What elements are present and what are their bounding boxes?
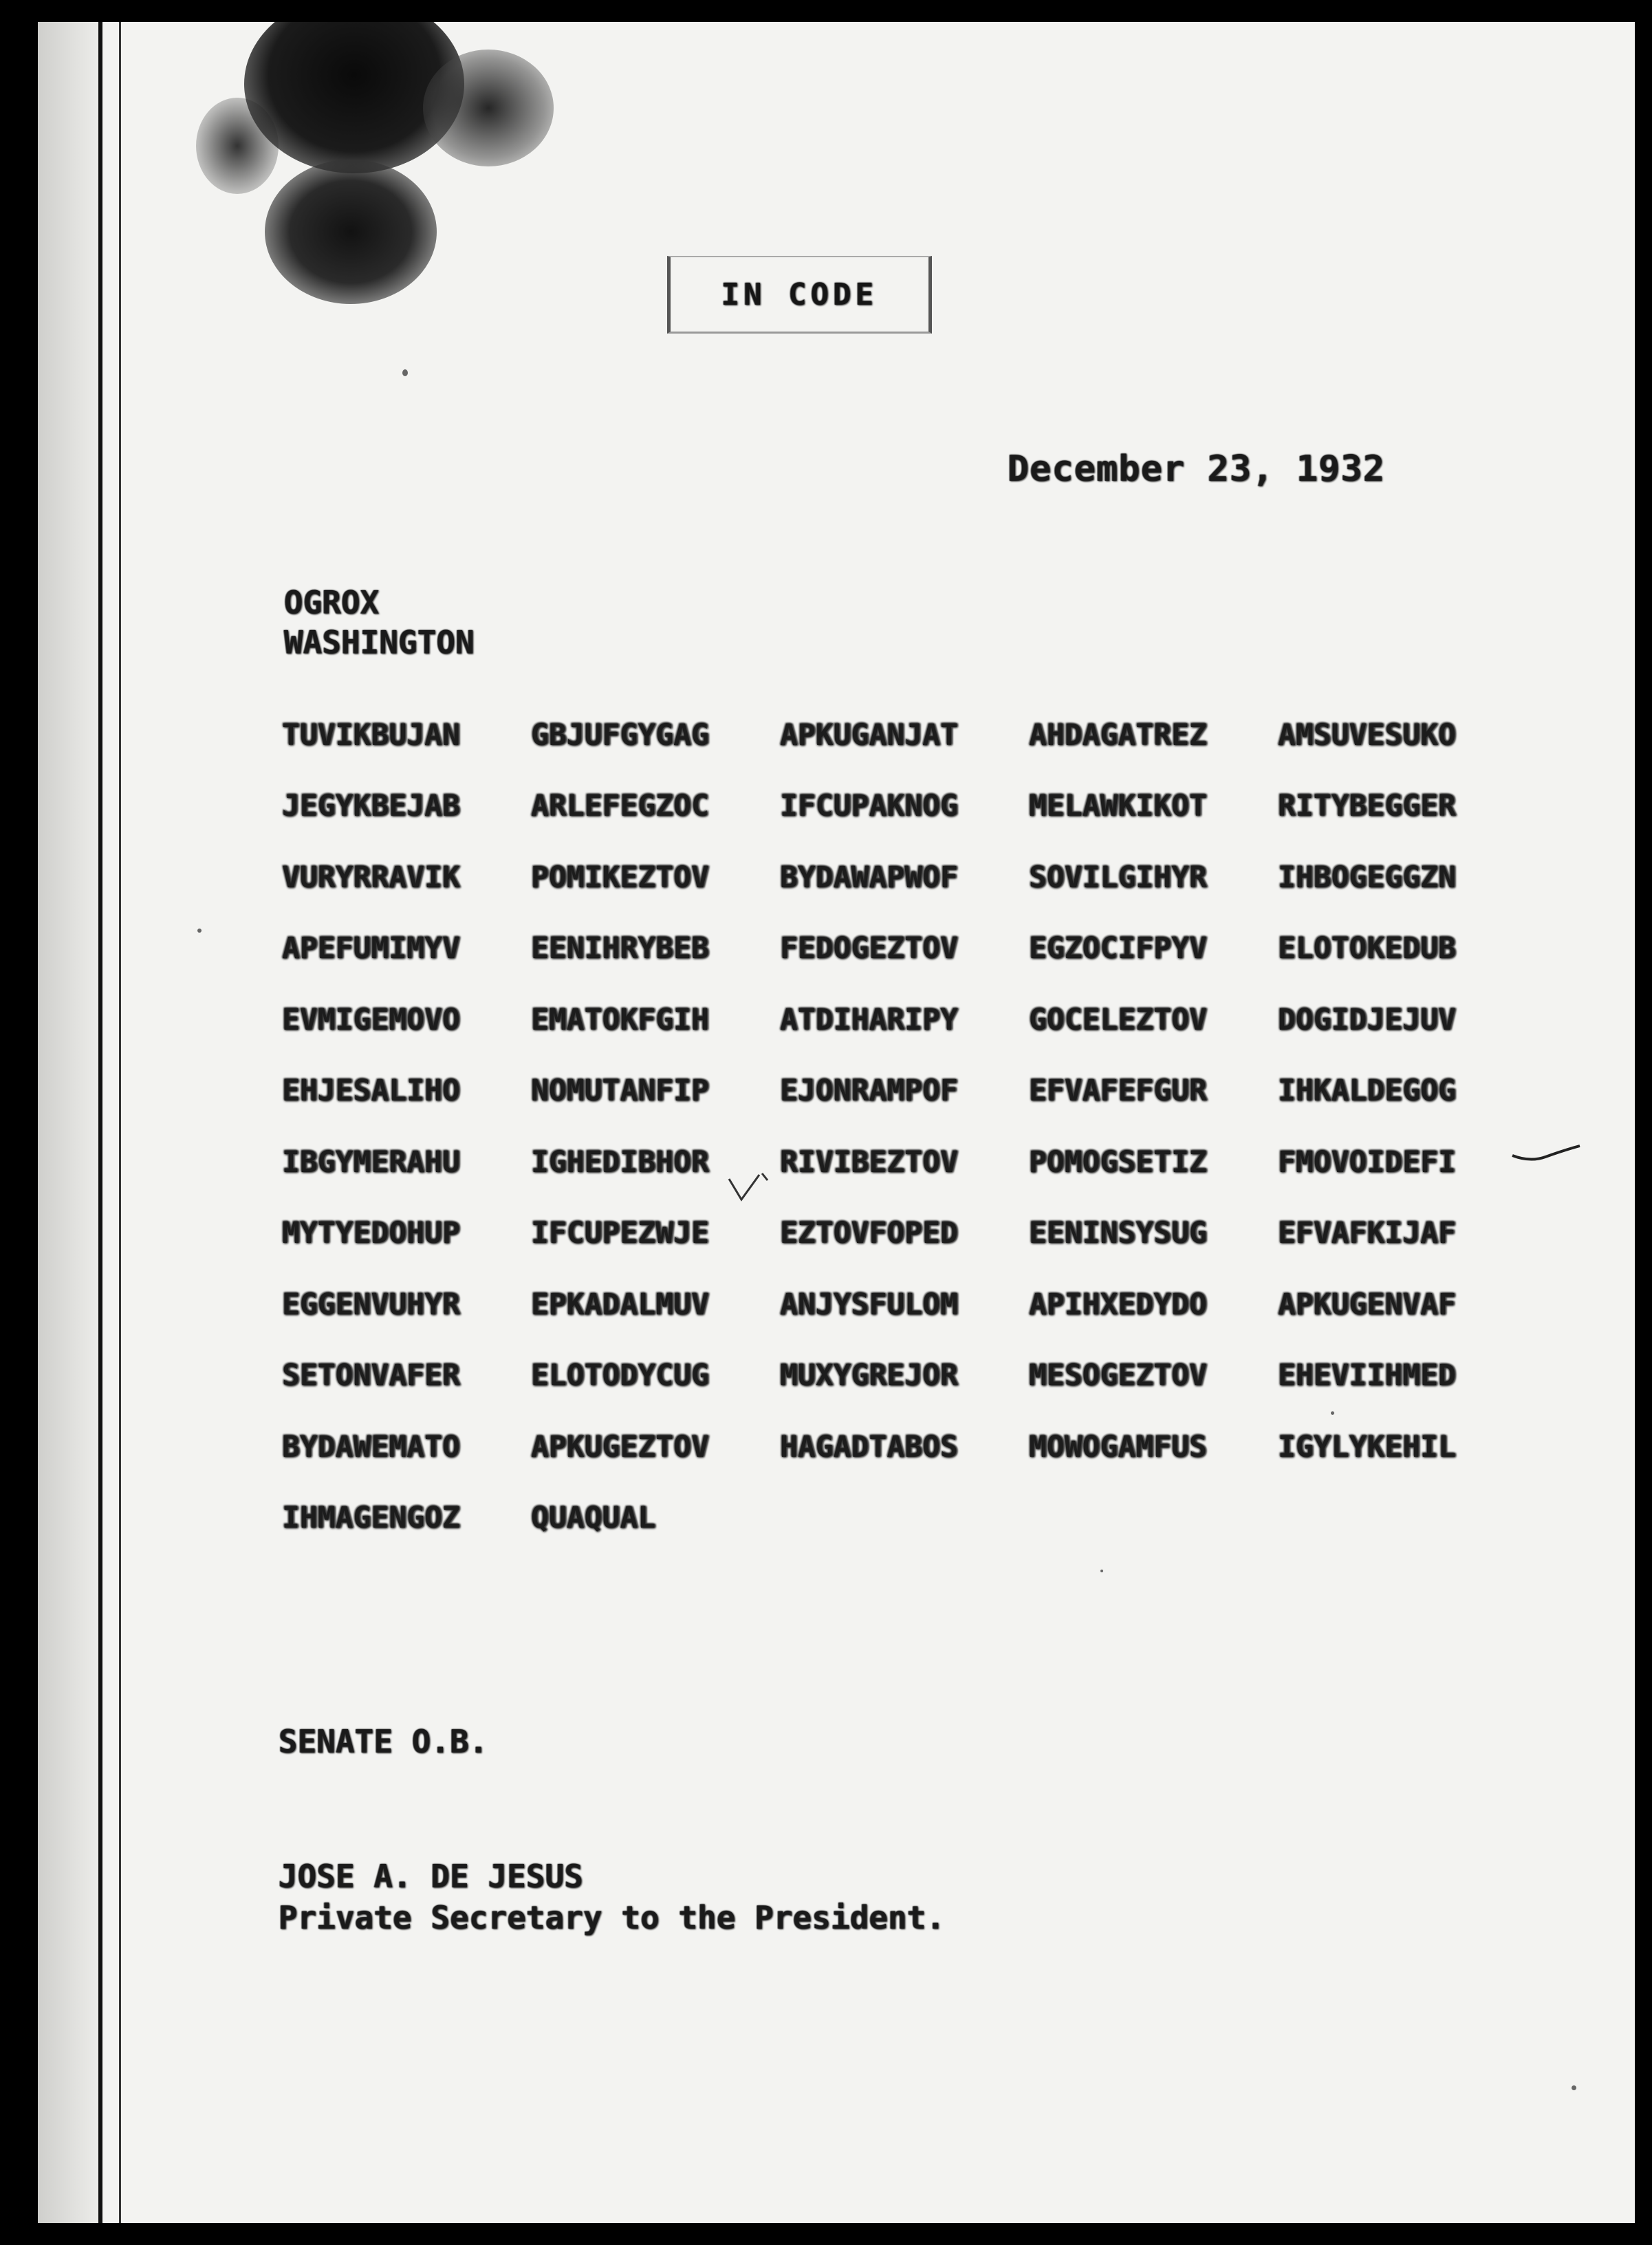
cipher-group: EENINSYSUG — [1029, 1216, 1207, 1251]
addressee-line: OGROX — [284, 584, 380, 621]
cipher-group: ANJYSFULOM — [780, 1287, 958, 1322]
cipher-group: VURYRRAVIK — [282, 860, 460, 895]
cipher-group: ELOTODYCUG — [531, 1358, 709, 1393]
cipher-group: APEFUMIMYV — [282, 931, 460, 966]
cipher-group: GOCELEZTOV — [1029, 1002, 1207, 1037]
cipher-group: EJONRAMPOF — [780, 1074, 958, 1109]
cipher-row — [282, 1341, 1534, 1412]
cipher-group: QUAQUAL — [531, 1501, 656, 1536]
cipher-row — [282, 842, 1534, 913]
cipher-group: POMIKEZTOV — [531, 860, 709, 895]
cipher-group: IBGYMERAHU — [282, 1145, 460, 1180]
cipher-group: AMSUVESUKO — [1278, 717, 1456, 752]
cipher-group: EHJESALIHO — [282, 1074, 460, 1109]
cipher-group: DOGIDJEJUV — [1278, 1002, 1456, 1037]
cipher-row — [282, 699, 1534, 771]
cipher-group: IFCUPAKNOG — [780, 789, 958, 824]
binding-shadow — [38, 22, 98, 2223]
cipher-group: IGHEDIBHOR — [531, 1145, 709, 1180]
cipher-group: BYDAWEMATO — [282, 1429, 460, 1464]
paper-speck — [402, 369, 408, 376]
document-paper — [38, 22, 1635, 2223]
cipher-group: NOMUTANFIP — [531, 1074, 709, 1109]
pen-check-mark — [1510, 1142, 1582, 1167]
cipher-row — [282, 1056, 1534, 1127]
cipher-group: EVMIGEMOVO — [282, 1002, 460, 1037]
binding-edge-line-inner — [119, 22, 121, 2223]
cipher-group: EENIHRYBEB — [531, 931, 709, 966]
cipher-group: APKUGEZTOV — [531, 1429, 709, 1464]
cipher-group: RITYBEGGER — [1278, 789, 1456, 824]
cipher-group: AHDAGATREZ — [1029, 717, 1207, 752]
ink-blot — [423, 50, 554, 166]
cipher-group: EFVAFKIJAF — [1278, 1216, 1456, 1251]
ink-blot — [265, 160, 437, 304]
cipher-group: ELOTOKEDUB — [1278, 931, 1456, 966]
signature-gap — [279, 1762, 945, 1856]
cipher-group: EZTOVFOPED — [780, 1216, 958, 1251]
stamp-label: IN CODE — [721, 276, 878, 312]
cipher-group: ATDIHARIPY — [780, 1002, 958, 1037]
cipher-row — [282, 771, 1534, 843]
cipher-group: MUXYGREJOR — [780, 1358, 958, 1393]
cipher-group: POMOGSETIZ — [1029, 1145, 1207, 1180]
cipher-group: APKUGENVAF — [1278, 1287, 1456, 1322]
cipher-group: MOWOGAMFUS — [1029, 1429, 1207, 1464]
cipher-group: ARLEFEGZOC — [531, 789, 709, 824]
paper-speck — [1331, 1411, 1334, 1415]
pen-tick-mark — [726, 1172, 774, 1204]
document-date: December 23, 1932 — [1008, 448, 1386, 490]
cipher-group: SETONVAFER — [282, 1358, 460, 1393]
cipher-row — [282, 1198, 1534, 1270]
cipher-groups — [282, 699, 1534, 1554]
cipher-group: IHBOGEGGZN — [1278, 860, 1456, 895]
cipher-row — [282, 1127, 1534, 1198]
cipher-row — [282, 1269, 1534, 1341]
addressee-line: WASHINGTON — [284, 624, 475, 661]
paper-speck — [1100, 1570, 1103, 1572]
cipher-group: EMATOKFGIH — [531, 1002, 709, 1037]
signer-name: JOSE A. DE JESUS — [279, 1858, 584, 1895]
cipher-row — [282, 1411, 1534, 1483]
cipher-group: IHKALDEGOG — [1278, 1074, 1456, 1109]
in-code-stamp — [667, 256, 932, 334]
paper-speck — [1572, 2085, 1576, 2090]
cipher-group: EGZOCIFPYV — [1029, 931, 1207, 966]
cipher-row — [282, 1483, 1534, 1554]
cipher-group: IGYLYKEHIL — [1278, 1429, 1456, 1464]
closing-line: SENATE O.B. — [279, 1723, 488, 1760]
cipher-group: BYDAWAPWOF — [780, 860, 958, 895]
cipher-group: SOVILGIHYR — [1029, 860, 1207, 895]
cipher-group: RIVIBEZTOV — [780, 1145, 958, 1180]
cipher-group: HAGADTABOS — [780, 1429, 958, 1464]
cipher-group: FEDOGEZTOV — [780, 931, 958, 966]
binding-edge-line — [98, 22, 102, 2223]
cipher-group: IFCUPEZWJE — [531, 1216, 709, 1251]
cipher-group: EFVAFEFGUR — [1029, 1074, 1207, 1109]
cipher-group: MYTYEDOHUP — [282, 1216, 460, 1251]
cipher-group: APKUGANJAT — [780, 717, 958, 752]
cipher-group: APIHXEDYDO — [1029, 1287, 1207, 1322]
addressee-block — [284, 583, 475, 662]
cipher-group: TUVIKBUJAN — [282, 717, 460, 752]
cipher-row — [282, 913, 1534, 985]
signature-block — [279, 1721, 945, 1938]
cipher-group: EGGENVUHYR — [282, 1287, 460, 1322]
cipher-group: EPKADALMUV — [531, 1287, 709, 1322]
cipher-group: FMOVOIDEFI — [1278, 1145, 1456, 1180]
cipher-row — [282, 984, 1534, 1056]
cipher-group: JEGYKBEJAB — [282, 789, 460, 824]
cipher-group: MESOGEZTOV — [1029, 1358, 1207, 1393]
paper-speck — [197, 929, 202, 933]
cipher-group: GBJUFGYGAG — [531, 717, 709, 752]
cipher-group: IHMAGENGOZ — [282, 1501, 460, 1536]
cipher-group: EHEVIIHMED — [1278, 1358, 1456, 1393]
cipher-group: MELAWKIKOT — [1029, 789, 1207, 824]
signer-title: Private Secretary to the President. — [279, 1899, 946, 1936]
